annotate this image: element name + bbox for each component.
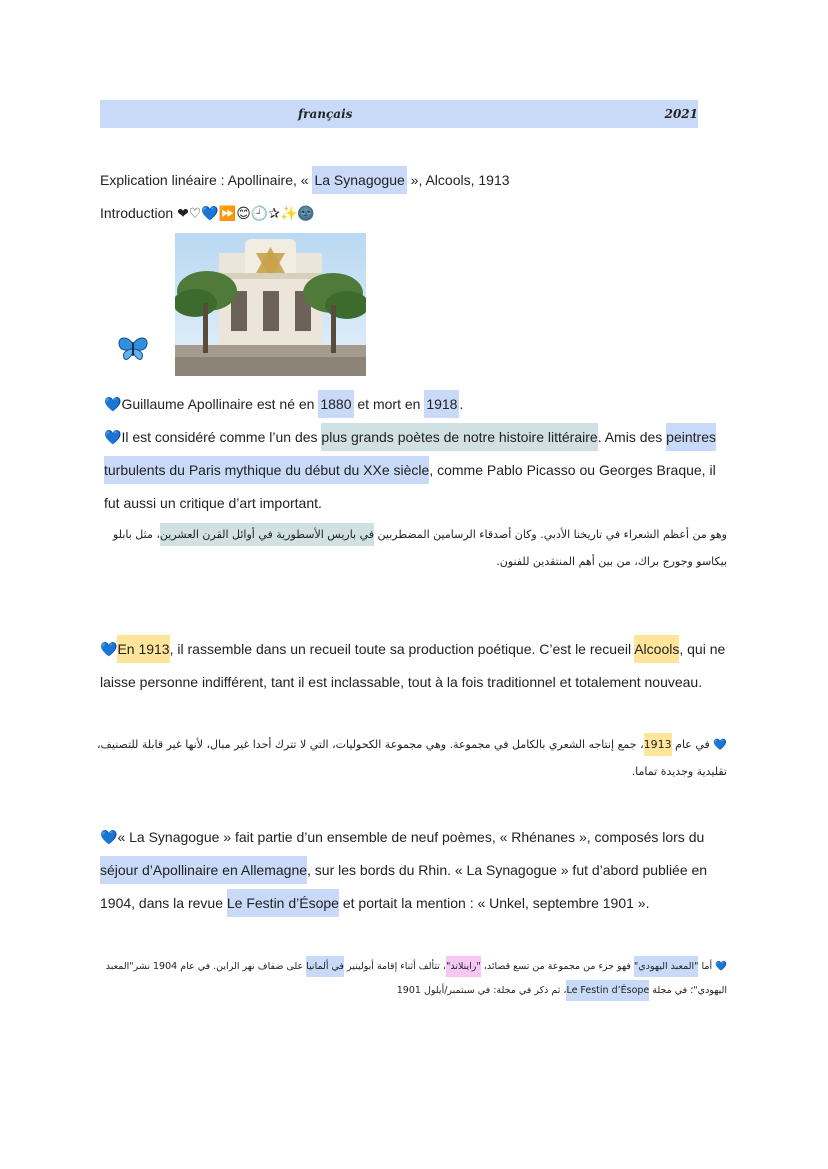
p2-text-a: Il est considéré comme l’un des xyxy=(121,429,322,445)
title-prefix: Explication linéaire : Apollinaire, « xyxy=(100,172,313,188)
arabic-paragraph-2 xyxy=(95,731,727,785)
paragraph-alcools xyxy=(100,633,730,699)
ar3-text-d: على ضفاف نهر الراين. في عام 1904 نشر"المعبد اليهودي"؛ في مجلة xyxy=(105,961,727,996)
header-year: 2021 xyxy=(664,107,698,121)
header-subject: français xyxy=(298,107,353,121)
ar2-text-a: في عام xyxy=(671,738,714,751)
blue-heart-icon: 💙 xyxy=(104,396,122,412)
p1-text-a: Guillaume Apollinaire est né en xyxy=(121,396,319,412)
arabic-paragraph-3 xyxy=(95,955,727,1003)
butterfly-icon xyxy=(118,336,148,362)
p3-text-b: , qui ne laisse personne indifférent, tant il est inclassable, tout à la fois traditionnel et totalement nouveau. xyxy=(100,641,726,690)
birth-year: 1880 xyxy=(318,390,353,418)
p2-text-b: . Amis des xyxy=(597,429,667,445)
birth-death-line xyxy=(104,396,463,413)
ar3-text-a: أما xyxy=(698,961,716,972)
synagogue-photo xyxy=(175,233,366,376)
p2-highlight-poets: plus grands poètes de notre histoire littéraire xyxy=(321,423,597,451)
blue-heart-icon: 💙 xyxy=(104,429,122,445)
p4-highlight-sejour: séjour d’Apollinaire en Allemagne xyxy=(100,856,307,884)
paragraph-poet-reputation xyxy=(104,421,730,520)
p3-highlight-alcools: Alcools xyxy=(634,635,679,663)
blue-heart-icon: 💙 xyxy=(715,961,727,972)
p4-highlight-festin: Le Festin d’Ésope xyxy=(227,889,339,917)
ar3-highlight-synagogue: "المعبد اليهودي" xyxy=(634,956,699,977)
p1-text-b: et mort en xyxy=(353,396,425,412)
p3-highlight-1913: En 1913 xyxy=(117,635,169,663)
blue-heart-icon: 💙 xyxy=(100,829,118,845)
p2-highlight-painters: peintres turbulents du Paris mythique du début du XXe siècle xyxy=(104,423,716,484)
intro-label: Introduction xyxy=(100,205,174,221)
title-suffix: », Alcools, 1913 xyxy=(406,172,510,188)
p4-text-a: « La Synagogue » fait partie d’un ensemble de neuf poèmes, « Rhénanes », composés lors du xyxy=(117,829,705,845)
arabic-paragraph-1 xyxy=(95,521,727,575)
ar3-text-e: ، ثم ذكر في مجلة: في سبتمبر/أيلول 1901 xyxy=(396,985,567,996)
ar3-text-c: ، تتألف أثناء إقامة أبولينير xyxy=(343,961,446,972)
intro-emojis: ❤♡💙⏩😊🕘✰✨🌚 xyxy=(177,205,315,221)
ar2-text-b: ، جمع إنتاجه الشعري بالكامل في مجموعة. وهي مجموعة الكحوليات، التي لا تترك أحدا غير مبال، لأنها غير قابلة للتصنيف، تقليدية وجديدة تماما. xyxy=(96,738,727,778)
death-year: 1918 xyxy=(424,390,459,418)
blue-heart-icon: 💙 xyxy=(100,641,118,657)
ar1-text-b: ، مثل بابلو بيكاسو وجورج براك، من بين أهم المنتقدين للفنون. xyxy=(113,528,727,568)
title-highlight: La Synagogue xyxy=(312,166,406,194)
p4-text-c: et portait la mention : « Unkel, septembre 1901 ». xyxy=(338,895,650,911)
p3-text-a: , il rassemble dans un recueil toute sa production poétique. C’est le recueil xyxy=(169,641,635,657)
paragraph-synagogue-rhenanes xyxy=(100,821,730,920)
ar2-highlight-1913: 1913 xyxy=(644,733,672,756)
ar3-text-b: فهو جزء من مجموعة من تسع قصائد، xyxy=(480,961,634,972)
ar1-text-a: وهو من أعظم الشعراء في تاريخنا الأدبي. وكان أصدقاء الرسامين المضطربين xyxy=(374,528,727,541)
introduction-heading xyxy=(100,205,315,222)
ar1-highlight: في باريس الأسطورية في أوائل القرن العشرين xyxy=(160,523,374,546)
document-title xyxy=(100,172,510,188)
p2-text-c: , comme Pablo Picasso ou Georges Braque, il fut aussi un critique d’art important. xyxy=(104,462,716,511)
ar3-highlight-rhenanes: "راينلاند" xyxy=(446,956,481,977)
p4-text-b: , sur les bords du Rhin. « La Synagogue » fut d’abord publiée en 1904, dans la revue xyxy=(100,862,708,911)
ar3-highlight-germany: في ألمانيا xyxy=(306,956,344,977)
header-bar xyxy=(100,100,698,128)
ar3-highlight-festin: Le Festin d’Ésope xyxy=(566,980,649,1001)
p1-text-c: . xyxy=(459,396,464,412)
blue-heart-icon: 💙 xyxy=(713,738,727,751)
